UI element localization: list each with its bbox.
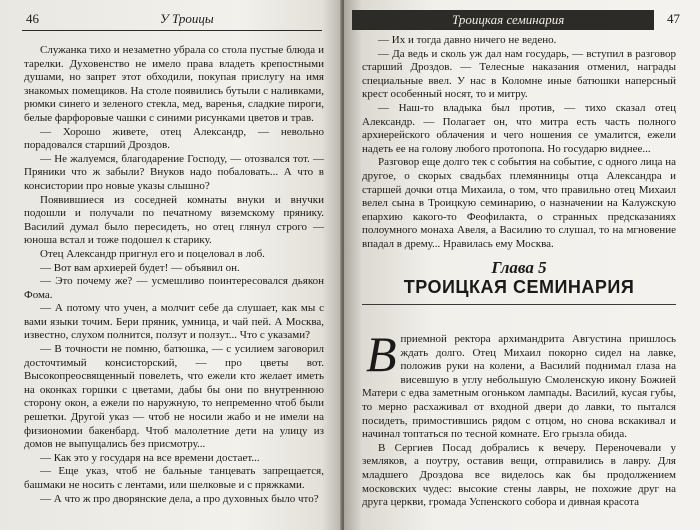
right-page-number: 47 — [667, 11, 680, 26]
paragraph: В Сергиев Посад добрались к вечеру. Переночевали у земляков, а поутру, оставив вещи, отправились в лавру. Для младшего Дроздова все виделось как бы продолжением московских чудес: высокие стены лавры, не похожие друг на друга церкви, громада Успенского собора и дивная красота — [362, 441, 676, 509]
chapter-divider — [362, 304, 676, 305]
right-running-header — [352, 10, 654, 30]
left-page-number: 46 — [26, 11, 39, 26]
drop-cap: В — [366, 326, 397, 382]
paragraph: — В точности не помню, батюшка, — с усилием заговорил досточтимый консисторский, — про цветы вот. Высокопреосвященный повелеть, что ежели кто желает иметь на оконках горшки с цветами, дабы бы они по внутреннюю сторону окон, а ежели по наружную, то непременно чтоб были решетки. Другой указ — чтоб не носили жабо и не имели на физиономии бакенбард. Чтоб малолетние дети на улицу из домов не выпущались без присмотру... — [24, 343, 324, 451]
left-running-header — [22, 10, 322, 31]
right-page-text-bottom — [362, 326, 676, 510]
paragraph: Появившиеся из соседней комнаты внуки и внучки подошли и получали по печатному вяземскому прянику. Василий думал было пересидеть, но отец глянул строго — юноша встал и тоже подошел к старику. — [24, 193, 324, 247]
paragraph: — А что ж про дворянские дела, а про духовных было что? — [40, 492, 319, 505]
right-running-title: Троицкая семинария — [452, 12, 565, 27]
first-paragraph — [362, 326, 676, 442]
chapter-title: ТРОИЦКАЯ СЕМИНАРИЯ — [403, 277, 635, 297]
paragraph: — Еще указ, чтоб не бальные танцевать запрещается, башмаки не носить с лентами, или шелковые и с пряжками. — [24, 465, 324, 491]
paragraph: Отец Александр пригнул его и поцеловал в лоб. — [40, 247, 265, 260]
paragraph: — Вот вам архиерей будет! — объявил он. — [40, 261, 240, 274]
paragraph: Служанка тихо и незаметно убрала со стола пустые блюда и тарелки. Духовенство не имело права владеть крепостными душами, но запрет этот обходили, покупая прислугу на имя знакомых помещиков. На столе появились бутыли с наливками, рюмки синего и зеленого стекла, мед, варенья, сладкие пироги, белые фарфоровые чашки с синими рисунками цветов и трав. — [24, 44, 324, 124]
paragraph: — Их и тогда давно ничего не ведено. — [378, 34, 557, 46]
paragraph: Разговор еще долго тек с события на событие, с одного лица на другое, о скорых свадьбах племянницы отца Александра и старшей дочки отца Михаила, о том, что правильно отец Михаил велел сына в Троицкую семинарию, о назначении на Калужскую епархию какого-то Феофилакта, о странных предсказаниях полоумного монаха Авеля, а Василию то слушал, то на мгновение впадал в дрему... Нравилась ему Москва. — [362, 156, 676, 250]
paragraph: — Хорошо живете, отец Александр, — невольно порадовался старший Дроздов. — [24, 125, 324, 152]
right-page-text-top — [362, 34, 676, 252]
left-running-title: У Троицы — [160, 11, 214, 26]
paragraph: — Это почему же? — усмешливо поинтересовался дьякон Фома. — [24, 275, 324, 301]
left-page-text — [24, 44, 324, 506]
right-page — [344, 0, 700, 530]
paragraph: — А потому что учен, а молчит себе да слушает, как мы с вами языки точим. Бери пряник, умница, и чай пей. А Москва, известно, слухом полнится, ползут и ползут... Что с указами? — [24, 302, 324, 342]
chapter-label: Глава 5 — [491, 258, 547, 277]
left-page — [0, 0, 342, 530]
paragraph-text: приемной ректора архимандрита Августина пришлось ждать долго. Отец Михаил покорно сидел на лавке, положив руки на колени, а Василий поднимал глаза на висевшую в углу небольшую Смоленскую икону Божией Матери с едва заметным огоньком лампады. Василий, кусая губы, то мерно расхаживал от входной двери до лавки, то пытался посидеть, примостившись рядом с отцом, но снова вскакивал и начинал топтаться по тесной комнате. Его грызла обида. — [362, 333, 676, 441]
paragraph: — Как это у государя на все времени достает... — [40, 451, 260, 464]
paragraph: — Наш-то владыка был против, — тихо сказал отец Александр. — Полагает он, что митра есть часть полного архиерейского облачения и чего ношения се умалится, ежели надеть ее на голову любого протопопа. Но государю виднее... — [362, 101, 676, 155]
paragraph: — Да ведь и сколь уж дал нам государь, — вступил в разговор старший Дроздов. — Телесные наказания отменил, награды специальные ввел. У нас в Коломне иные батюшки наперсный крест особенный носят, то и митру. — [362, 47, 676, 101]
paragraph: — Не жалуемся, благодарение Господу, — отозвался тот. — Пряники что ж забыли? Внуков надо побаловать... А что в консистории про новые указы слышно? — [24, 152, 324, 192]
